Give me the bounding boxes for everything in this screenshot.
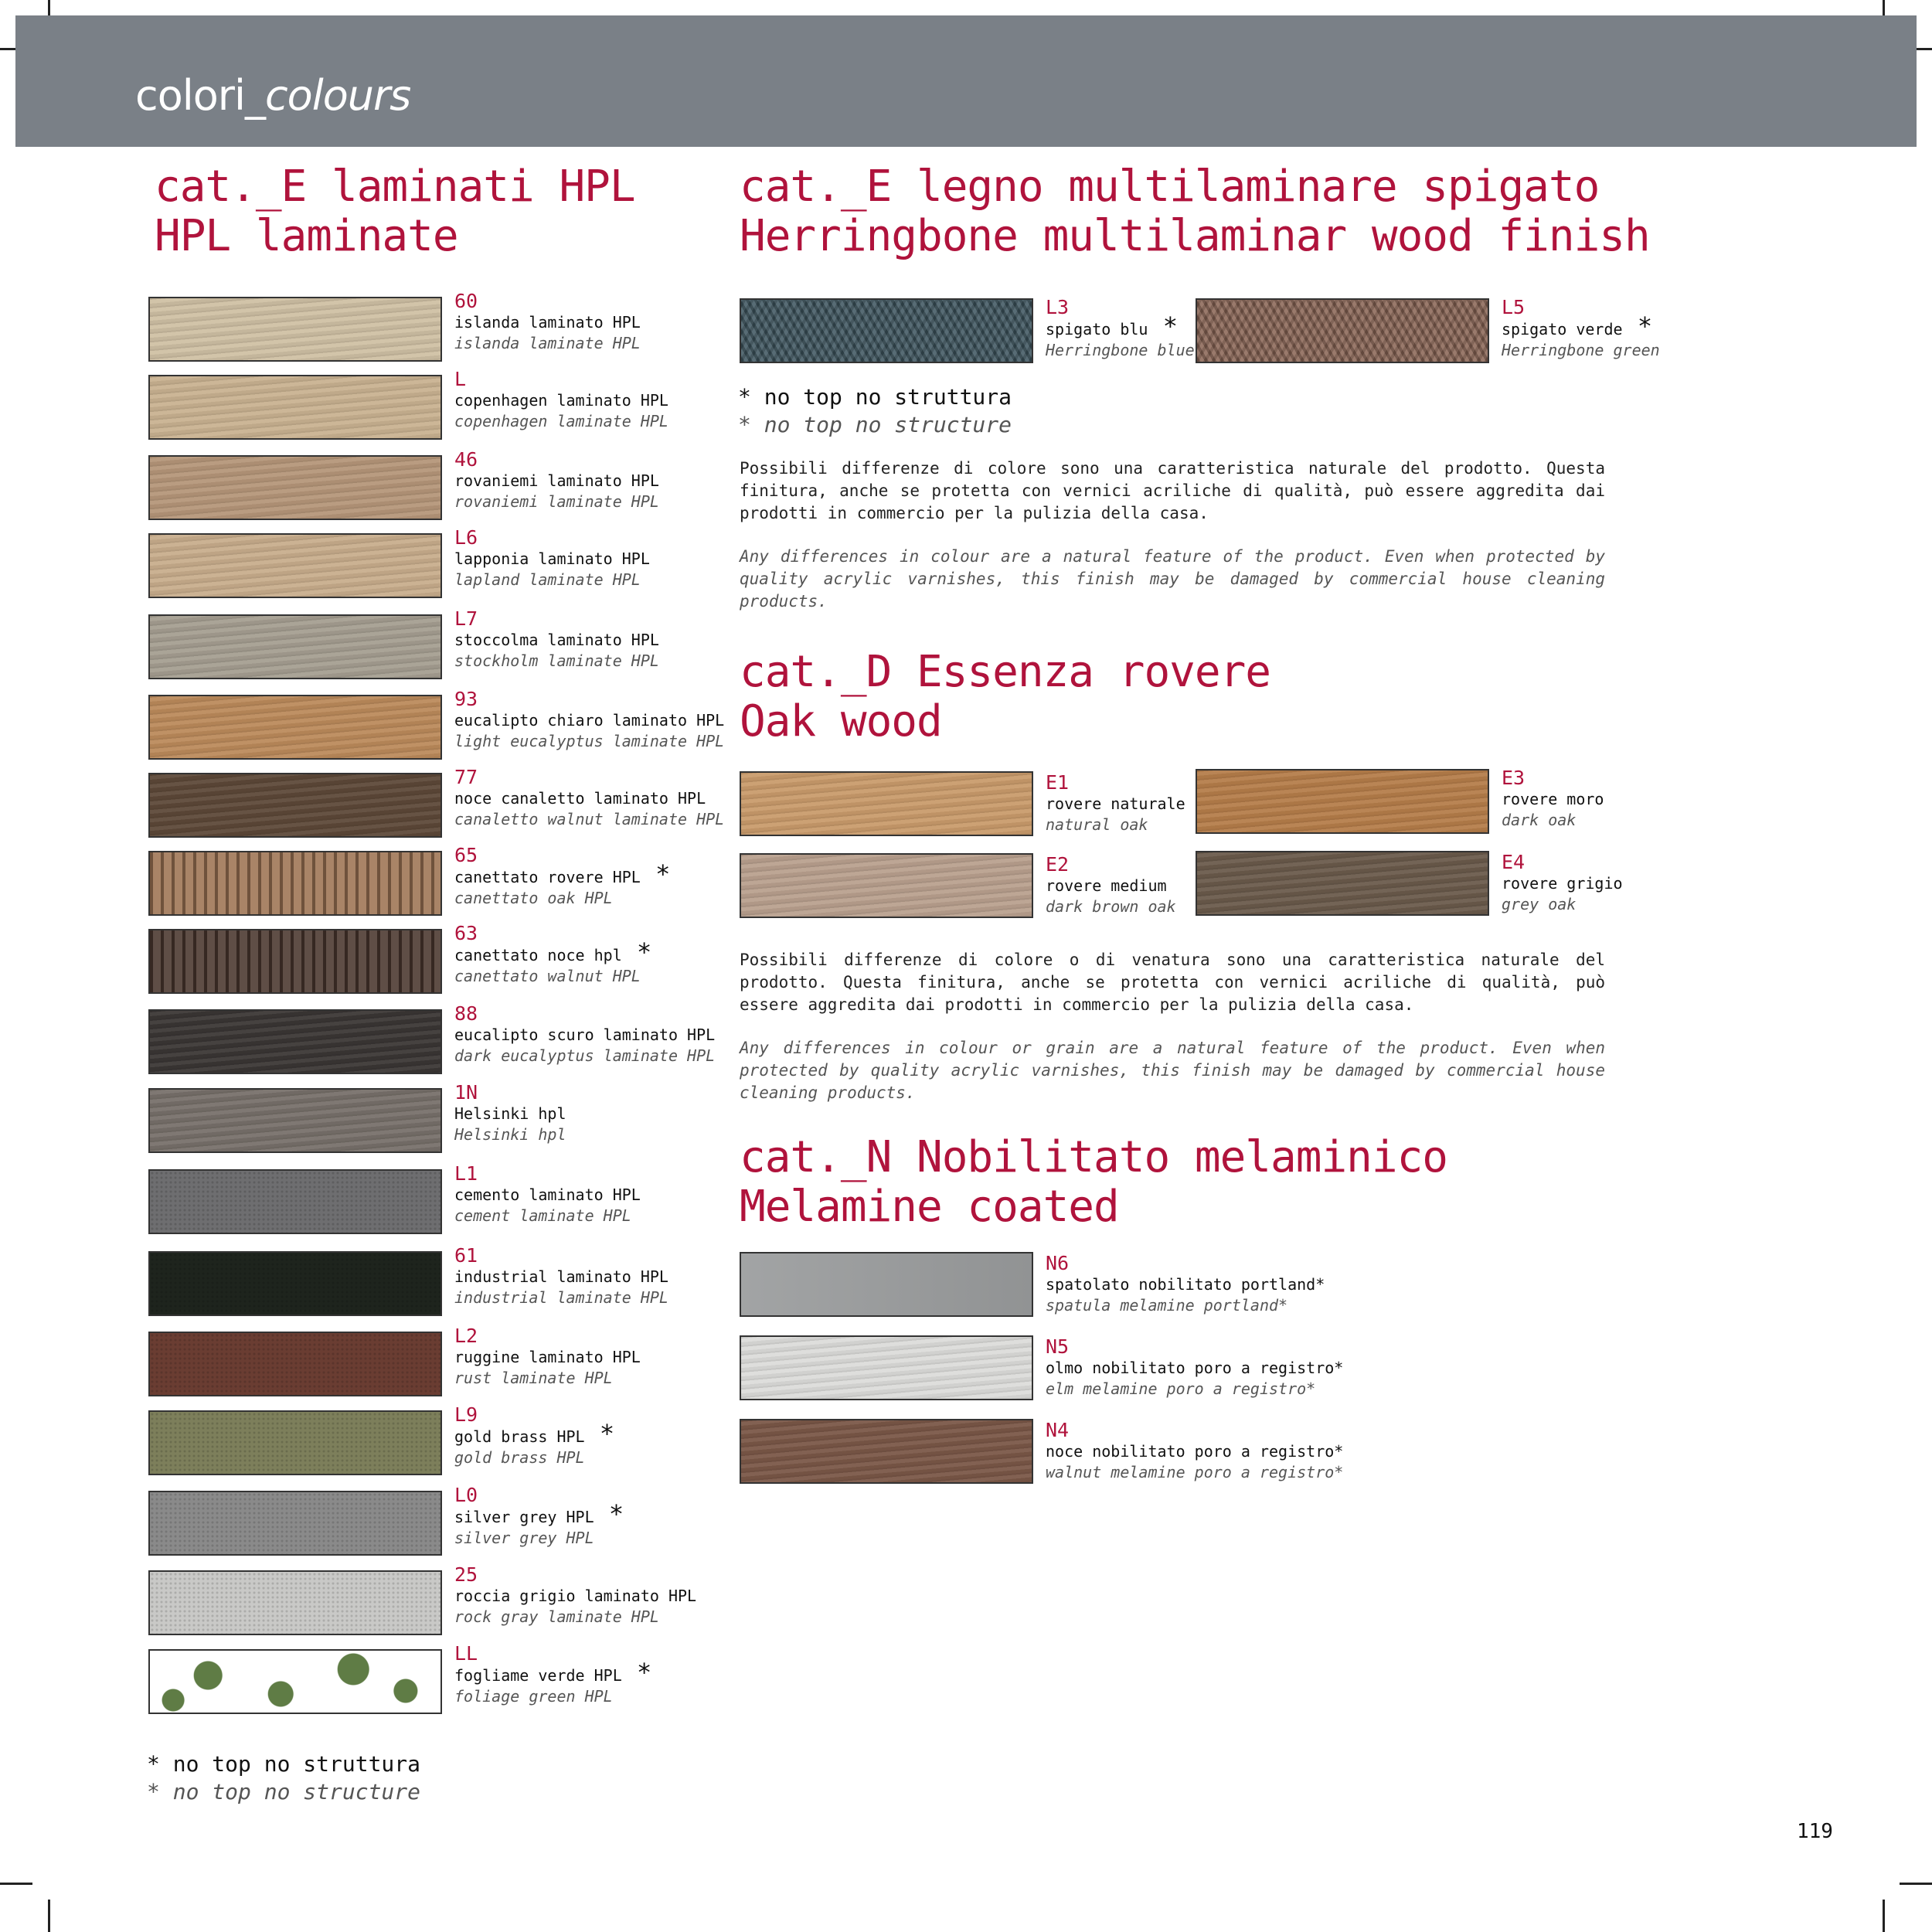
swatch-93 (148, 695, 442, 760)
swatch-25 (148, 1570, 442, 1635)
swatch-l9 (148, 1410, 442, 1475)
swatch-label (454, 1081, 566, 1145)
finish-name-italian-text: industrial laminato HPL (454, 1267, 668, 1286)
finish-code: 63 (454, 922, 478, 944)
heading-line-italian: cat._D Essenza rovere (740, 647, 1271, 697)
finish-code: 88 (454, 1002, 478, 1025)
finish-name-italian-text: spigato blu (1046, 320, 1148, 338)
finish-name-italian-text: Helsinki hpl (454, 1104, 566, 1123)
finish-name-italian-text: ruggine laminato HPL (454, 1348, 641, 1366)
finish-name-italian (1046, 794, 1185, 815)
finish-name-english: canettato oak HPL (454, 889, 613, 907)
swatch-60 (148, 297, 442, 362)
finish-name-italian (1502, 873, 1623, 894)
swatch-label (1046, 296, 1195, 361)
finish-name-italian-text: olmo nobilitato poro a registro* (1046, 1359, 1344, 1377)
footnote-italian: * no top no struttura (147, 1751, 421, 1777)
swatch-label (454, 1244, 668, 1308)
heading-line-english: Melamine coated (740, 1182, 1119, 1232)
swatch-e2 (740, 853, 1033, 918)
swatch-label (454, 1325, 641, 1389)
swatch-n6 (740, 1252, 1033, 1317)
finish-name-english: cement laminate HPL (454, 1206, 631, 1225)
oak-paragraph-italian: Possibili differenze di colore o di venatura sono una caratteristica naturale del prodotto. Questa finitura, anche se protetta con vernici acriliche di qualità, può essere aggredita dai prodotti in commercio per la pulizia della casa. (740, 951, 1605, 1014)
swatch-label (454, 290, 641, 354)
finish-name-italian (454, 788, 724, 809)
finish-name-italian-text: spatolato nobilitato portland* (1046, 1275, 1325, 1294)
finish-name-italian (454, 1586, 696, 1607)
finish-name-italian-text: cemento laminato HPL (454, 1185, 641, 1204)
finish-name-italian-text: spigato verde (1502, 320, 1623, 338)
finish-name-italian (454, 710, 724, 731)
finish-name-italian-text: silver grey HPL (454, 1508, 594, 1526)
finish-name-italian (454, 549, 650, 570)
footnote-english: * no top no structure (147, 1779, 421, 1804)
swatch-n4 (740, 1419, 1033, 1484)
footnote-english: * no top no structure (738, 412, 1012, 437)
swatch-label (1046, 771, 1185, 835)
finish-name-english: canettato walnut HPL (454, 967, 641, 985)
finish-name-english: rust laminate HPL (454, 1369, 613, 1387)
finish-name-english: canaletto walnut laminate HPL (454, 810, 725, 828)
swatch-label (1502, 851, 1623, 915)
finish-code: N4 (1046, 1419, 1070, 1441)
finish-name-italian-text: fogliame verde HPL (454, 1666, 622, 1685)
finish-name-italian-text: canettato rovere HPL (454, 868, 641, 886)
swatch-l1 (148, 1169, 442, 1234)
finish-name-italian (454, 859, 671, 889)
finish-code: L6 (454, 526, 478, 549)
finish-name-italian-text: rovere grigio (1502, 874, 1623, 893)
finish-code: L5 (1502, 296, 1526, 318)
footnote-italian: * no top no struttura (738, 384, 1012, 410)
finish-name-italian (454, 937, 652, 967)
swatch-label (454, 1484, 624, 1549)
herringbone-paragraph-italian: Possibili differenze di colore sono una caratteristica naturale del prodotto. Questa finitura, anche se protetta con vernici acriliche di qualità, può essere aggredita dai prodotti in commercio per la pulizia della casa. (740, 459, 1605, 522)
finish-name-english: rock gray laminate HPL (454, 1607, 659, 1626)
finish-name-italian-text: copenhagen laminato HPL (454, 391, 668, 410)
crop-mark (1883, 1900, 1885, 1932)
finish-name-italian-text: noce nobilitato poro a registro* (1046, 1442, 1344, 1461)
finish-code: L7 (454, 607, 478, 630)
page-title (135, 71, 410, 120)
finish-name-italian-text: eucalipto scuro laminato HPL (454, 1026, 716, 1044)
finish-name-english: natural oak (1046, 815, 1148, 834)
finish-name-english: lapland laminate HPL (454, 570, 641, 589)
asterisk-mark: * (1148, 311, 1178, 341)
finish-code: N6 (1046, 1252, 1070, 1274)
finish-name-english: silver grey HPL (454, 1529, 594, 1547)
heading-line-italian: cat._E legno multilaminare spigato (740, 162, 1600, 212)
finish-code: L2 (454, 1325, 478, 1347)
finish-name-italian (454, 312, 641, 333)
finish-name-italian (1046, 1441, 1343, 1462)
swatch-label (454, 1642, 651, 1707)
finish-code: 61 (454, 1244, 478, 1267)
swatch-l0 (148, 1491, 442, 1556)
title-italian: colori_ (135, 71, 265, 120)
asterisk-mark: * (594, 1499, 624, 1529)
finish-name-english: Herringbone blue (1046, 341, 1195, 359)
finish-name-english: rovaniemi laminate HPL (454, 492, 659, 511)
asterisk-mark: * (1622, 311, 1653, 341)
swatch-65 (148, 851, 442, 916)
asterisk-mark: * (640, 859, 671, 889)
finish-name-italian-text: islanda laminato HPL (454, 313, 641, 332)
heading-line-italian: cat._N Nobilitato melaminico (740, 1132, 1448, 1182)
finish-name-english: industrial laminate HPL (454, 1288, 668, 1307)
swatch-e1 (740, 771, 1033, 836)
finish-code: E2 (1046, 853, 1070, 876)
swatch-88 (148, 1009, 442, 1074)
heading-line-english: Oak wood (740, 696, 942, 747)
finish-name-italian (1502, 789, 1604, 810)
swatch-e3 (1196, 769, 1489, 834)
finish-code: E3 (1502, 767, 1526, 789)
swatch-label (454, 766, 724, 830)
finish-name-italian (454, 1104, 566, 1124)
finish-name-italian (454, 1347, 641, 1368)
finish-name-italian-text: gold brass HPL (454, 1427, 585, 1446)
swatch-l6 (148, 533, 442, 598)
herringbone-footnote (738, 383, 1012, 439)
finish-name-italian-text: lapponia laminato HPL (454, 549, 650, 568)
swatch-63 (148, 929, 442, 994)
section-heading-oak (740, 648, 1270, 747)
finish-name-english: copenhagen laminate HPL (454, 412, 668, 430)
finish-name-italian-text: rovere naturale (1046, 794, 1185, 813)
finish-name-italian (454, 630, 659, 651)
swatch-label (1502, 767, 1604, 831)
swatch-e4 (1196, 851, 1489, 916)
swatch-l (148, 375, 442, 440)
finish-name-english: islanda laminate HPL (454, 334, 641, 352)
finish-name-italian (454, 1185, 641, 1206)
finish-code: 1N (454, 1081, 478, 1104)
finish-name-italian-text: rovaniemi laminato HPL (454, 471, 659, 490)
finish-code: 65 (454, 844, 478, 866)
finish-name-italian-text: noce canaletto laminato HPL (454, 789, 706, 808)
swatch-l5 (1196, 298, 1489, 363)
finish-code: 25 (454, 1563, 478, 1586)
swatch-l2 (148, 1332, 442, 1396)
swatch-77 (148, 773, 442, 838)
finish-name-italian-text: eucalipto chiaro laminato HPL (454, 711, 725, 730)
finish-name-italian (454, 1419, 615, 1448)
finish-name-english: elm melamine poro a registro* (1046, 1379, 1316, 1398)
finish-name-english: stockholm laminate HPL (454, 651, 659, 670)
finish-code: L0 (454, 1484, 478, 1506)
heading-line-italian: cat._E laminati HPL (155, 162, 635, 212)
oak-paragraph-english: Any differences in colour or grain are a natural feature of the product. Even when protected by quality acrylic varnishes, this finish may be damaged by commercial house cleaning products. (740, 1039, 1605, 1102)
swatch-label (454, 607, 659, 672)
finish-code: 77 (454, 766, 478, 788)
finish-code: 46 (454, 448, 478, 471)
swatch-1n (148, 1088, 442, 1153)
swatch-61 (148, 1251, 442, 1316)
finish-name-english: dark oak (1502, 811, 1577, 829)
swatch-l7 (148, 614, 442, 679)
swatch-label (454, 1162, 641, 1226)
finish-code: L3 (1046, 296, 1070, 318)
swatch-46 (148, 455, 442, 520)
page-number: 119 (1797, 1820, 1833, 1843)
finish-name-italian (1046, 1274, 1325, 1295)
crop-mark (1900, 1883, 1932, 1885)
asterisk-mark: * (621, 1658, 652, 1687)
finish-code: E4 (1502, 851, 1526, 873)
swatch-label (454, 1563, 696, 1628)
finish-code: L9 (454, 1403, 478, 1426)
swatch-label (454, 526, 650, 590)
finish-code: 93 (454, 688, 478, 710)
finish-name-english: dark eucalyptus laminate HPL (454, 1046, 716, 1065)
finish-name-italian (1046, 876, 1176, 896)
finish-name-english: grey oak (1502, 895, 1577, 913)
swatch-label (454, 922, 651, 987)
finish-name-italian (1502, 311, 1660, 341)
swatch-label (1046, 853, 1176, 917)
finish-name-italian (454, 390, 668, 411)
finish-name-italian-text: canettato noce hpl (454, 946, 622, 964)
finish-name-english: Helsinki hpl (454, 1125, 566, 1144)
finish-name-italian-text: stoccolma laminato HPL (454, 631, 659, 649)
finish-name-english: light eucalyptus laminate HPL (454, 732, 725, 750)
swatch-label (454, 688, 724, 752)
finish-code: L1 (454, 1162, 478, 1185)
finish-name-italian (1046, 1358, 1343, 1379)
finish-name-english: walnut melamine poro a registro* (1046, 1463, 1344, 1481)
finish-name-english: gold brass HPL (454, 1448, 585, 1467)
finish-code: 60 (454, 290, 478, 312)
crop-mark (0, 1883, 32, 1885)
swatch-label (1046, 1419, 1343, 1483)
finish-code: L (454, 368, 467, 390)
finish-name-english: Herringbone green (1502, 341, 1660, 359)
swatch-label (1502, 296, 1660, 361)
asterisk-mark: * (584, 1419, 615, 1448)
finish-name-english: dark brown oak (1046, 897, 1176, 916)
finish-name-italian (454, 1658, 652, 1687)
heading-line-english: Herringbone multilaminar wood finish (740, 211, 1650, 261)
finish-code: LL (454, 1642, 478, 1665)
section-heading-melamine (740, 1133, 1447, 1232)
herringbone-paragraph-english: Any differences in colour are a natural feature of the product. Even when protected by quality acrylic varnishes, this finish may be damaged by commercial house cleaning products. (740, 547, 1605, 611)
finish-name-italian-text: rovere moro (1502, 790, 1604, 808)
swatch-label (454, 368, 668, 432)
swatch-ll (148, 1649, 442, 1714)
swatch-l3 (740, 298, 1033, 363)
finish-name-english: foliage green HPL (454, 1687, 613, 1706)
swatch-label (454, 1002, 715, 1066)
swatch-label (454, 1403, 614, 1468)
finish-name-italian (454, 1499, 624, 1529)
section-heading-hpl (155, 162, 635, 261)
finish-name-english: spatula melamine portland* (1046, 1296, 1288, 1315)
finish-code: E1 (1046, 771, 1070, 794)
swatch-label (1046, 1252, 1325, 1316)
swatch-label (454, 448, 659, 512)
section-heading-herringbone (740, 162, 1650, 261)
left-footnote (147, 1750, 420, 1806)
asterisk-mark: * (621, 937, 652, 967)
finish-name-italian-text: roccia grigio laminato HPL (454, 1587, 697, 1605)
heading-line-english: HPL laminate (155, 211, 458, 261)
finish-name-italian-text: rovere medium (1046, 876, 1167, 895)
finish-name-italian (454, 1025, 715, 1046)
swatch-label (1046, 1335, 1343, 1400)
crop-mark (48, 1900, 50, 1932)
swatch-n5 (740, 1335, 1033, 1400)
finish-name-italian (454, 1267, 668, 1287)
swatch-label (454, 844, 670, 909)
title-english: colours (264, 71, 411, 120)
finish-name-italian (454, 471, 659, 492)
finish-name-italian (1046, 311, 1195, 341)
finish-code: N5 (1046, 1335, 1070, 1358)
